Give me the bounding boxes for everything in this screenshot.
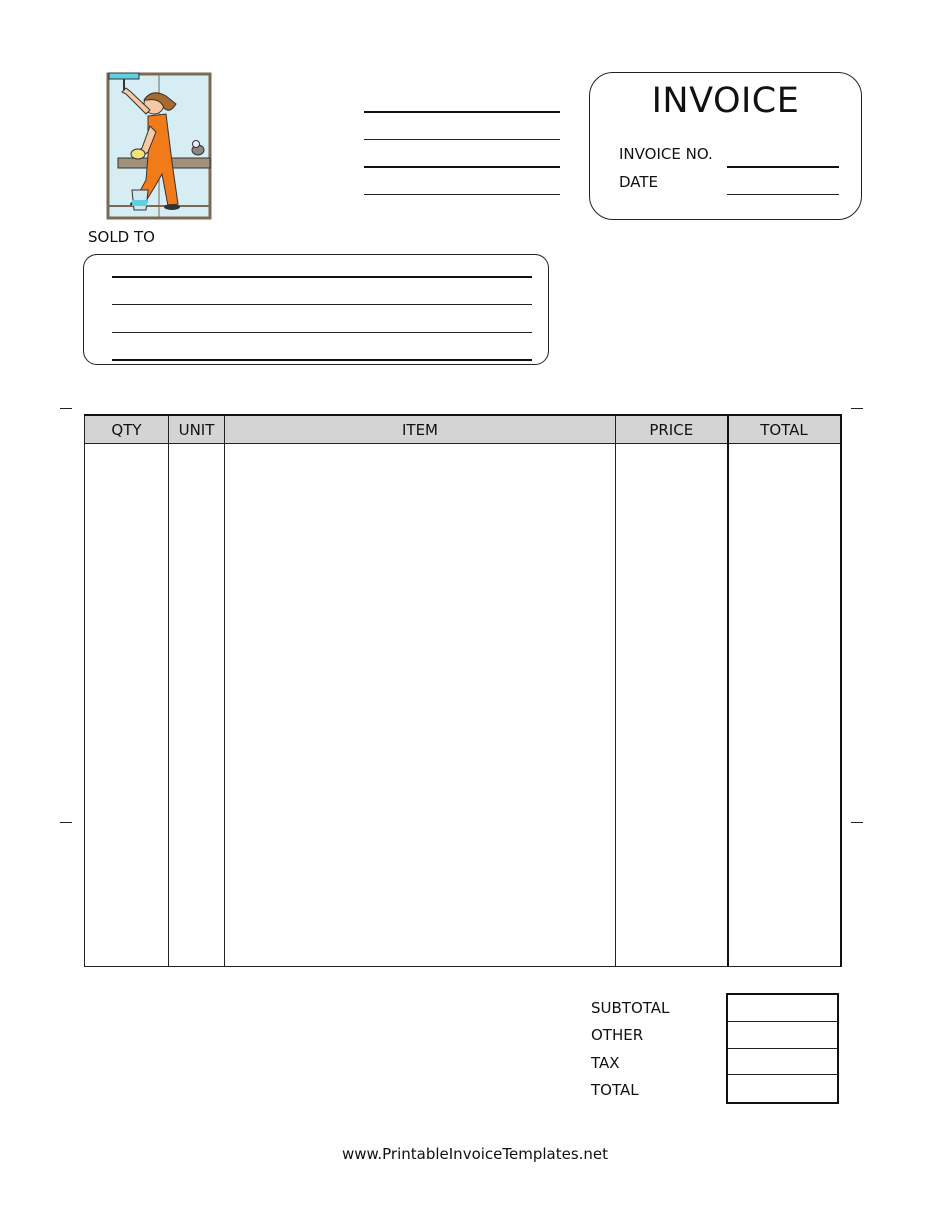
price-column[interactable]	[616, 444, 728, 967]
date-label: DATE	[619, 173, 659, 191]
header-unit: UNIT	[169, 415, 225, 444]
header-item: ITEM	[225, 415, 616, 444]
subtotal-field[interactable]	[728, 995, 837, 1022]
tax-label: TAX	[591, 1054, 620, 1072]
total-label: TOTAL	[591, 1081, 639, 1099]
sold-to-line-2[interactable]	[112, 304, 532, 305]
other-field[interactable]	[728, 1022, 837, 1049]
fold-mark-middle-right	[851, 822, 863, 823]
invoice-info-box	[589, 72, 862, 220]
total-field[interactable]	[728, 1075, 837, 1102]
summary-box	[726, 993, 839, 1104]
sold-to-line-3[interactable]	[112, 332, 532, 333]
address-line-4[interactable]	[364, 194, 560, 195]
fold-mark-top-left	[60, 408, 72, 409]
line-items-table	[84, 414, 842, 967]
invoice-number-label: INVOICE NO.	[619, 145, 713, 163]
header-total: TOTAL	[728, 415, 841, 444]
fold-mark-middle-left	[60, 822, 72, 823]
table-header-row	[85, 415, 841, 444]
address-line-1[interactable]	[364, 111, 560, 113]
sold-to-line-4[interactable]	[112, 359, 532, 361]
sold-to-label: SOLD TO	[88, 228, 155, 246]
qty-column[interactable]	[85, 444, 169, 967]
invoice-title: INVOICE	[651, 81, 800, 121]
window-cleaner-illustration	[104, 70, 216, 222]
address-line-2[interactable]	[364, 139, 560, 140]
sold-to-box	[83, 254, 549, 365]
table-row	[85, 444, 841, 967]
footer-url[interactable]: www.PrintableInvoiceTemplates.net	[341, 1145, 609, 1163]
address-line-3[interactable]	[364, 166, 560, 168]
header-qty: QTY	[85, 415, 169, 444]
header-price: PRICE	[616, 415, 728, 444]
sold-to-line-1[interactable]	[112, 276, 532, 278]
item-column[interactable]	[225, 444, 616, 967]
subtotal-label: SUBTOTAL	[591, 999, 670, 1017]
unit-column[interactable]	[169, 444, 225, 967]
fold-mark-top-right	[851, 408, 863, 409]
total-column[interactable]	[728, 444, 841, 967]
invoice-number-field[interactable]	[727, 166, 839, 168]
other-label: OTHER	[591, 1026, 644, 1044]
tax-field[interactable]	[728, 1049, 837, 1076]
date-field[interactable]	[727, 194, 839, 195]
